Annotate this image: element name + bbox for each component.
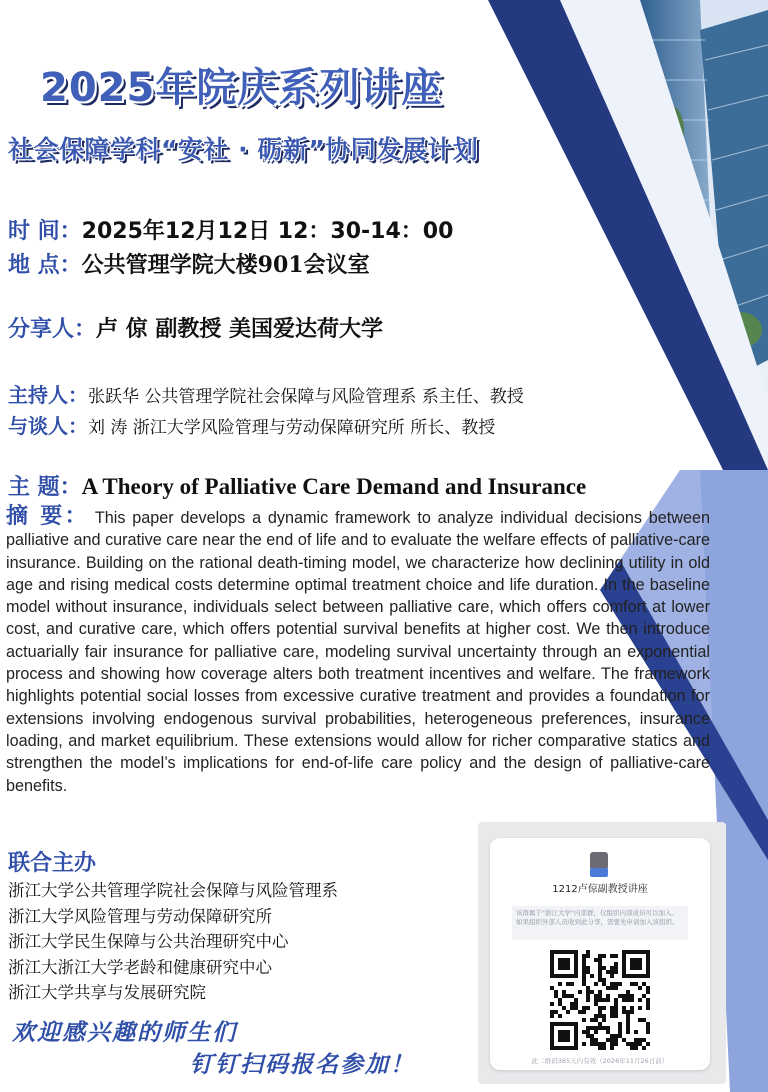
organizers-heading: 联合主办 xyxy=(8,850,97,876)
speaker-value: 卢 倞 副教授 美国爱达荷大学 xyxy=(96,316,383,342)
topic-value: A Theory of Palliative Care Demand and Insurance xyxy=(81,474,587,499)
group-badge-icon xyxy=(590,868,608,877)
host-label: 主持人： xyxy=(8,383,88,407)
place-value: 公共管理学院大楼901会议室 xyxy=(81,252,370,278)
time-label: 时 间： xyxy=(8,218,82,244)
discussant-value: 刘 涛 浙江大学风险管理与劳动保障研究所 所长、教授 xyxy=(88,418,496,438)
host-value: 张跃华 公共管理学院社会保障与风险管理系 系主任、教授 xyxy=(88,387,524,407)
qr-card xyxy=(490,838,710,1070)
discussant-label: 与谈人： xyxy=(8,414,88,438)
abstract-text: This paper develops a dynamic framework to analyze individual decisions between palliative and curative care near the end of life and to evaluate the welfare effects of palliative-care insurance. Building on the rational death-timing model, we characterize how declining utility in old age and rising medical costs determine optimal treatment choice and life duration. In the baseline model without insurance, individuals select between palliative care, which offers comfort at lower cost, and curative care, which offers potential survival benefits at higher cost. We then introduce actuarially fair insurance for palliative care, modeling survival uncertainty through an exponential process and showing how coverage alters both treatment incentives and welfare. The framework highlights potential social losses from excessive curative treatment and provides a foundation for extensions involving endogenous survival probabilities, heterogeneous preferences, insurance loading, and market equilibrium. These extensions would allow for richer comparative statics and strengthen the model’s implications for end-of-life care policy and the design of palliative-care benefits. xyxy=(6,509,710,795)
qr-expire: 此二维码365天内有效（2026年11月26日前） xyxy=(531,1057,669,1065)
speaker-row xyxy=(8,312,383,343)
organizers-list xyxy=(8,878,338,1006)
qr-group-name: 1212卢倞副教授讲座 xyxy=(552,884,648,895)
qr-note: 该群属于"浙江大学"内部群，仅组织内部成员可以加入。如果组织外部人员收到此分享，需要先申请加入该组织。 xyxy=(512,906,688,940)
qr-panel xyxy=(478,822,726,1084)
time-value: 2025年12月12日 12：30-14：00 xyxy=(81,219,454,244)
sub-title: 社会保障学科“安社 · 砺新”协同发展计划 xyxy=(8,135,479,164)
scan-prompt: 钉钉扫码报名参加！ xyxy=(190,1051,415,1078)
organizer-item: 浙江大学风险管理与劳动保障研究所 xyxy=(8,906,272,926)
discussant-row xyxy=(8,410,495,439)
host-row xyxy=(8,379,524,408)
place-label: 地 点： xyxy=(8,252,82,278)
main-title: 2025年院庆系列讲座 xyxy=(40,65,443,111)
qr-code[interactable] xyxy=(550,950,650,1050)
speaker-label: 分享人： xyxy=(8,316,97,342)
topic-row xyxy=(8,470,586,501)
welcome-text: 欢迎感兴趣的师生们 xyxy=(12,1019,237,1046)
time-row xyxy=(8,214,453,245)
organizer-item: 浙江大浙江大学老龄和健康研究中心 xyxy=(8,957,272,977)
organizer-item: 浙江大学共享与发展研究院 xyxy=(8,983,206,1002)
place-row xyxy=(8,248,370,279)
abstract-label: 摘 要： xyxy=(6,503,89,529)
abstract xyxy=(6,505,710,797)
organizer-item: 浙江大学公共管理学院社会保障与风险管理系 xyxy=(8,881,338,900)
organizer-item: 浙江大学民生保障与公共治理研究中心 xyxy=(8,932,289,951)
topic-label: 主 题： xyxy=(8,474,82,500)
